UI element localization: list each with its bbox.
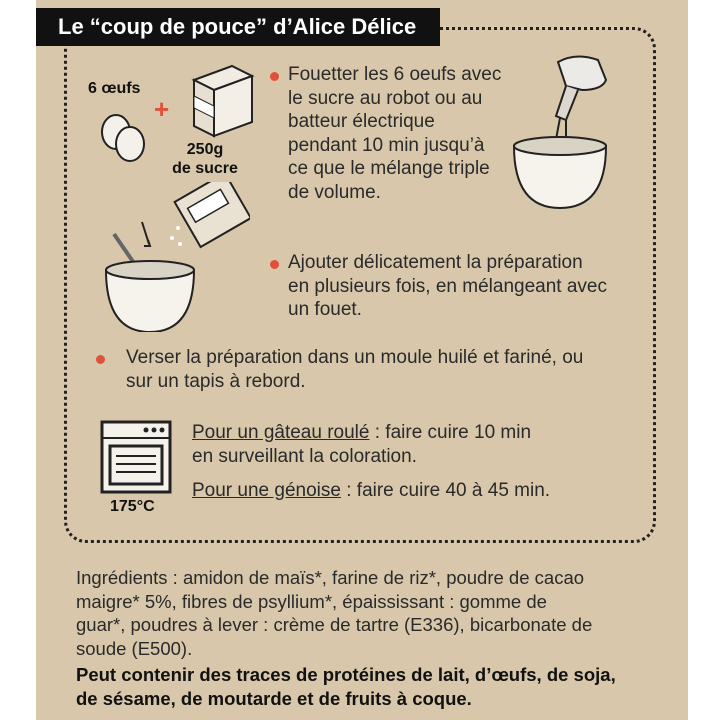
- page-title: Le “coup de pouce” d’Alice Délice: [58, 14, 417, 39]
- allergen-warning: Peut contenir des traces de protéines de lait, d’œufs, de soja, de sésame, de moutarde et de fruits à coque.: [76, 664, 616, 709]
- eggs-icon: [98, 108, 148, 164]
- sugar-box-icon: [186, 62, 258, 140]
- step-1-bullet: [270, 72, 279, 81]
- roule-label: Pour un gâteau roulé: [192, 422, 370, 443]
- recipe-card: [36, 0, 688, 720]
- plus-sign: +: [154, 94, 170, 124]
- eggs-label: 6 œufs: [88, 80, 141, 97]
- hand-mixer-bowl-icon: [506, 50, 614, 210]
- oven-temperature: 175°C: [110, 498, 155, 515]
- roule-text: : faire cuire 10 min: [369, 422, 532, 443]
- genoise-label: Pour une génoise: [192, 480, 341, 501]
- baking-genoise: [192, 479, 632, 503]
- step-3-bullet: [96, 355, 105, 364]
- ingredients-list: Ingrédients : amidon de maïs*, farine de riz*, poudre de cacao maigre* 5%, fibres de psyllium*, épaississant : gomme de guar*, poudres à lever : crème de tartre (E336), bicarbonate de soude (E500).: [76, 567, 593, 659]
- title-banner: [36, 8, 440, 46]
- step-2-bullet: [270, 260, 279, 269]
- step-3-text: Verser la préparation dans un moule huilé et fariné, ou sur un tapis à rebord.: [126, 347, 584, 392]
- oven-icon: [100, 420, 172, 494]
- sugar-label: 250g de sucre: [172, 141, 238, 177]
- genoise-text: : faire cuire 40 à 45 min.: [340, 480, 551, 501]
- step-2-text: Ajouter délicatement la préparation en plusieurs fois, en mélangeant avec un fouet.: [288, 252, 607, 320]
- roule-text-2: en surveillant la coloration.: [192, 445, 417, 467]
- step-1-text: Fouetter les 6 oeufs avec le sucre au robot ou au batteur électrique pendant 10 min jusqu’à ce que le mélange triple de volume.: [288, 64, 502, 203]
- pouring-bowl-icon: [100, 182, 250, 332]
- baking-roule: [192, 421, 632, 468]
